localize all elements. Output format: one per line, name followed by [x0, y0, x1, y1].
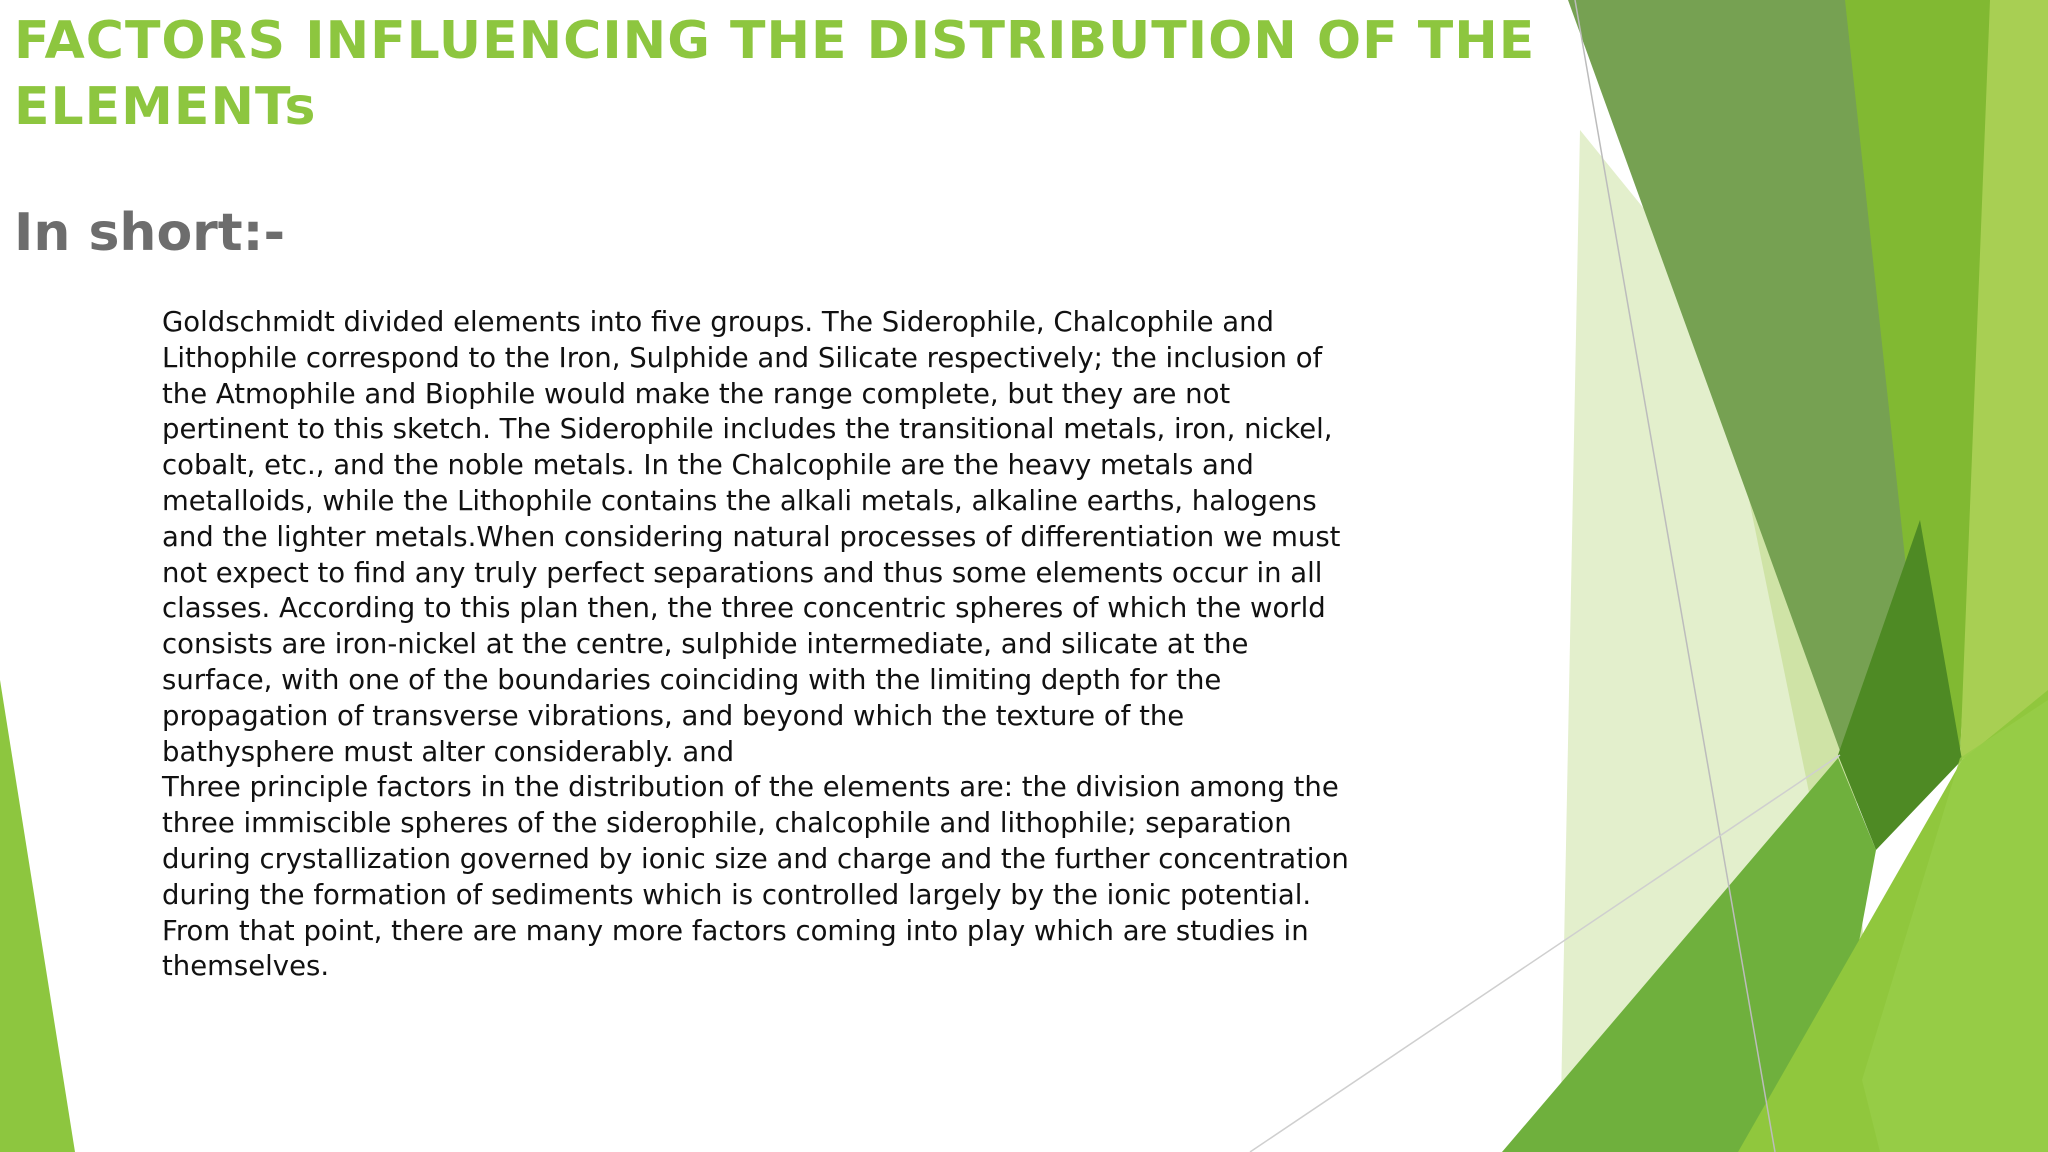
slide-title: FACTORS INFLUENCING THE DISTRIBUTION OF THE ELEMENTs [14, 11, 1536, 137]
left-edge-facet [0, 680, 75, 1152]
slide-subtitle: In short:- [14, 203, 286, 263]
paragraph-three-factors: Three principle factors in the distribution of the elements are: the division among the three immiscible spheres of the siderophile, chalcophile and lithophile; separation during crystallization governed by ionic size and charge and the further concentration during the formation of sediments which is controlled largely by the ionic potential. From that point, there are many more factors coming into play which are studies in themselves. [162, 771, 1349, 983]
paragraph-goldschmidt: Goldschmidt divided elements into five groups. The Siderophile, Chalcophile and Lithophile correspond to the Iron, Sulphide and Silicate respectively; the inclusion of the Atmophile and Biophile would make the range complete, but they are not pertinent to this sketch. The Siderophile includes the transitional metals, iron, nickel, cobalt, etc., and the noble metals. In the Chalcophile are the heavy metals and metalloids, while the Lithophile contains the alkali metals, alkaline earths, halogens and the lighter metals.When considering natural processes of differentiation we must not expect to find any truly perfect separations and thus some elements occur in all classes. According to this plan then, the three concentric spheres of which the world consists are iron-nickel at the centre, sulphide intermediate, and silicate at the surface, with one of the boundaries coinciding with the limiting depth for the propagation of transverse vibrations, and beyond which the texture of the bathysphere must alter considerably. and [162, 306, 1341, 768]
body-text [162, 305, 1352, 985]
